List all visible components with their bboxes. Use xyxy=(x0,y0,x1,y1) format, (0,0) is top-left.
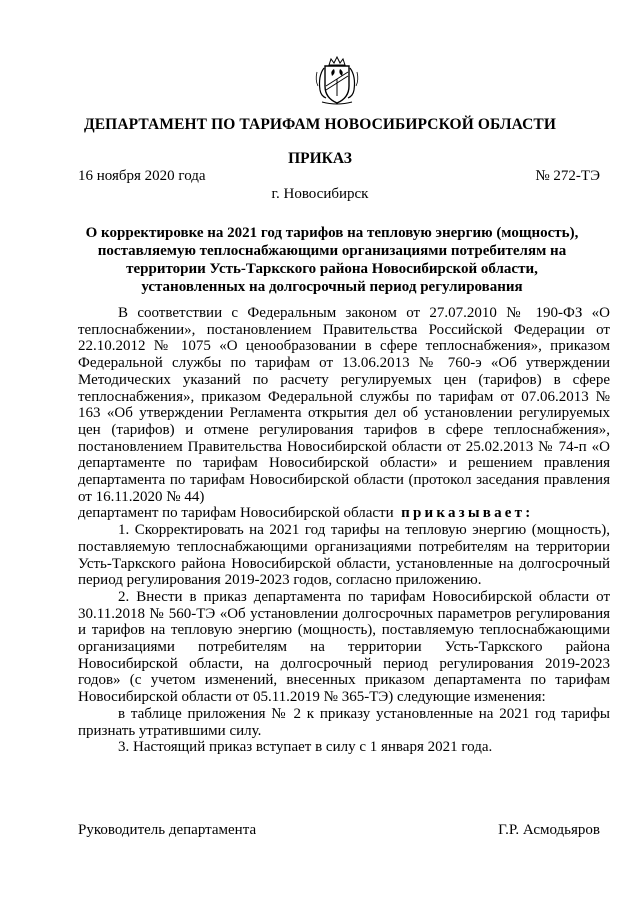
order-item-1: 1. Скорректировать на 2021 год тарифы на тепловую энергию (мощность), поставляемую теплоснабжающими организациями потребителям на территории Усть-Таркского района Новосибирской области, установленные на долгосрочный период регулирования 2019-2023 годов, согласно приложению. xyxy=(78,522,610,589)
order-body xyxy=(78,305,610,756)
order-item-3: 3. Настоящий приказ вступает в силу с 1 января 2021 года. xyxy=(118,739,493,756)
signature-name: Г.Р. Асмодьяров xyxy=(498,822,600,838)
novosibirsk-coat-of-arms-icon xyxy=(314,56,360,106)
department-title: ДЕПАРТАМЕНТ ПО ТАРИФАМ НОВОСИБИРСКОЙ ОБЛАСТИ xyxy=(83,116,557,133)
signature-position: Руководитель департамента xyxy=(78,822,257,838)
orders-lead: департамент по тарифам Новосибирской области xyxy=(78,505,394,522)
orders-line xyxy=(78,505,610,522)
order-item-2: 2. Внести в приказ департамента по тарифам Новосибирской области от 30.11.2018 № 560-ТЭ «Об установлении долгосрочных параметров регулирования и тарифов на тепловую энергию (мощность), поставляемую теплоснабжающими организациями потребителям на территории Усть-Таркского района Новосибирской области, на долгосрочный период регулирования 2019-2023 годов» (с учетом изменений, внесенных приказом департамента по тарифам Новосибирской области от 05.11.2019 № 365-ТЭ) следующие изменения: xyxy=(78,588,610,706)
preamble-paragraph: В соответствии с Федеральным законом от 27.07.2010 № 190-ФЗ «О теплоснабжении», постановлением Правительства Российской Федерации от 22.10.2012 № 1075 «О ценообразовании в сфере теплоснабжения», приказом Федеральной службы по тарифам от 13.06.2013 № 760-э «Об утверждении Методических указаний по расчету регулируемых цен (тарифов) в сфере теплоснабжения», приказом Федеральной службы по тарифам от 07.06.2013 № 163 «Об утверждении Регламента открытия дел об установлении регулируемых цен (тарифов) и отмене регулирования тарифов в сфере теплоснабжения», постановлением Правительства Новосибирской области от 25.02.2013 № 74-п «О департаменте по тарифам Новосибирской области» и решением правления департамента по тарифам Новосибирской области (протокол заседания правления от 16.11.2020 № 44) xyxy=(78,305,610,505)
order-date: 16 ноября 2020 года xyxy=(78,168,206,184)
order-item-2-sub: в таблице приложения № 2 к приказу установленные на 2021 год тарифы признать утратившими силу. xyxy=(78,705,610,739)
orders-word: приказывает: xyxy=(401,505,534,522)
order-city: г. Новосибирск xyxy=(271,186,369,202)
order-number: № 272-ТЭ xyxy=(535,168,600,184)
order-title: ПРИКАЗ xyxy=(288,150,352,167)
order-subject: О корректировке на 2021 год тарифов на тепловую энергию (мощность), поставляемую теплоснабжающими организациями потребителям на территории Усть-Таркского района Новосибирской области, установленных на долгосрочный период регулирования xyxy=(85,225,579,295)
